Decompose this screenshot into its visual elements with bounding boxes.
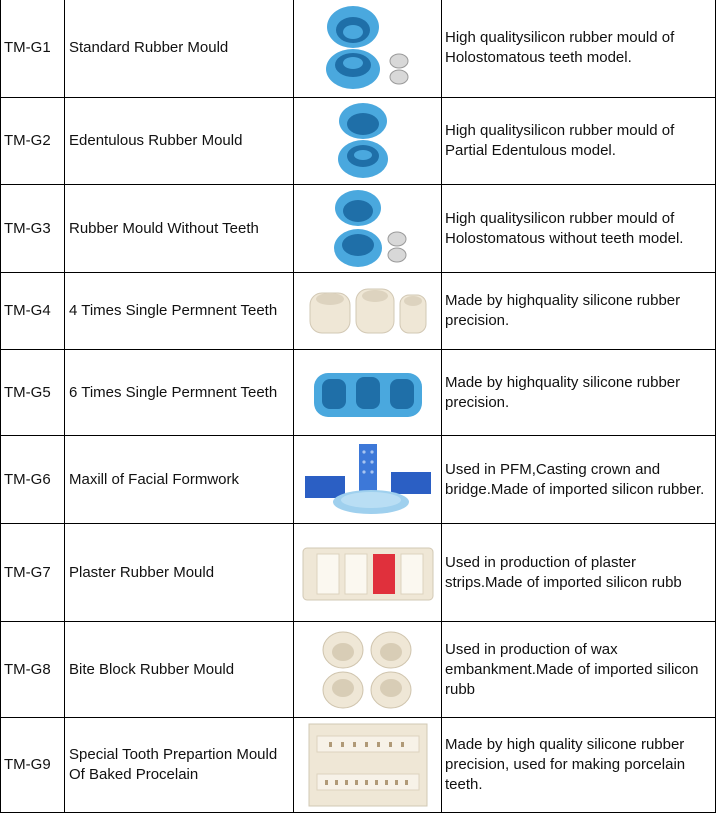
table-row (1, 98, 716, 185)
product-code: TM-G1 (1, 0, 65, 98)
table-row (1, 524, 716, 622)
product-name: 4 Times Single Permnent Teeth (65, 273, 294, 350)
product-description: High qualitysilicon rubber mould of Holostomatous without teeth model. (442, 185, 716, 273)
product-code: TM-G7 (1, 524, 65, 622)
table-row (1, 436, 716, 524)
product-code: TM-G8 (1, 622, 65, 718)
white-single-tooth-moulds-icon (306, 285, 430, 337)
product-description: High qualitysilicon rubber mould of Holostomatous teeth model. (442, 0, 716, 98)
table-row (1, 0, 716, 98)
product-description: Made by high quality silicone rubber precision, used for making porcelain teeth. (442, 718, 716, 813)
table-row (1, 185, 716, 273)
porcelain-preparation-mould-icon (307, 722, 429, 808)
product-description: High qualitysilicon rubber mould of Partial Edentulous model. (442, 98, 716, 185)
table-row (1, 622, 716, 718)
product-code: TM-G4 (1, 273, 65, 350)
blue-upper-lower-mould-with-teeth-icon (313, 3, 423, 93)
product-name: Bite Block Rubber Mould (65, 622, 294, 718)
table-row (1, 350, 716, 436)
product-code: TM-G6 (1, 436, 65, 524)
bite-block-mould-icon (313, 628, 423, 712)
product-name: Plaster Rubber Mould (65, 524, 294, 622)
product-name: Rubber Mould Without Teeth (65, 185, 294, 273)
product-description: Made by highquality silicone rubber precision. (442, 350, 716, 436)
plaster-strip-mould-icon (301, 542, 435, 604)
product-code: TM-G9 (1, 718, 65, 813)
blue-triple-tooth-mould-icon (310, 365, 426, 421)
product-description: Used in production of plaster strips.Made of imported silicon rubb (442, 524, 716, 622)
table-row (1, 718, 716, 813)
product-code: TM-G5 (1, 350, 65, 436)
blue-mould-without-teeth-icon (313, 187, 423, 271)
product-description: Made by highquality silicone rubber precision. (442, 273, 716, 350)
product-description: Used in PFM,Casting crown and bridge.Made of imported silicon rubber. (442, 436, 716, 524)
product-code: TM-G2 (1, 98, 65, 185)
product-name: 6 Times Single Permnent Teeth (65, 350, 294, 436)
product-description: Used in production of wax embankment.Made of imported silicon rubb (442, 622, 716, 718)
product-name: Maxill of Facial Formwork (65, 436, 294, 524)
product-code: TM-G3 (1, 185, 65, 273)
product-name: Edentulous Rubber Mould (65, 98, 294, 185)
blue-formwork-pegboard-icon (303, 442, 433, 518)
product-name: Standard Rubber Mould (65, 0, 294, 98)
blue-upper-lower-mould-icon (313, 101, 423, 181)
table-row (1, 273, 716, 350)
product-name: Special Tooth Prepartion Mould Of Baked Procelain (65, 718, 294, 813)
